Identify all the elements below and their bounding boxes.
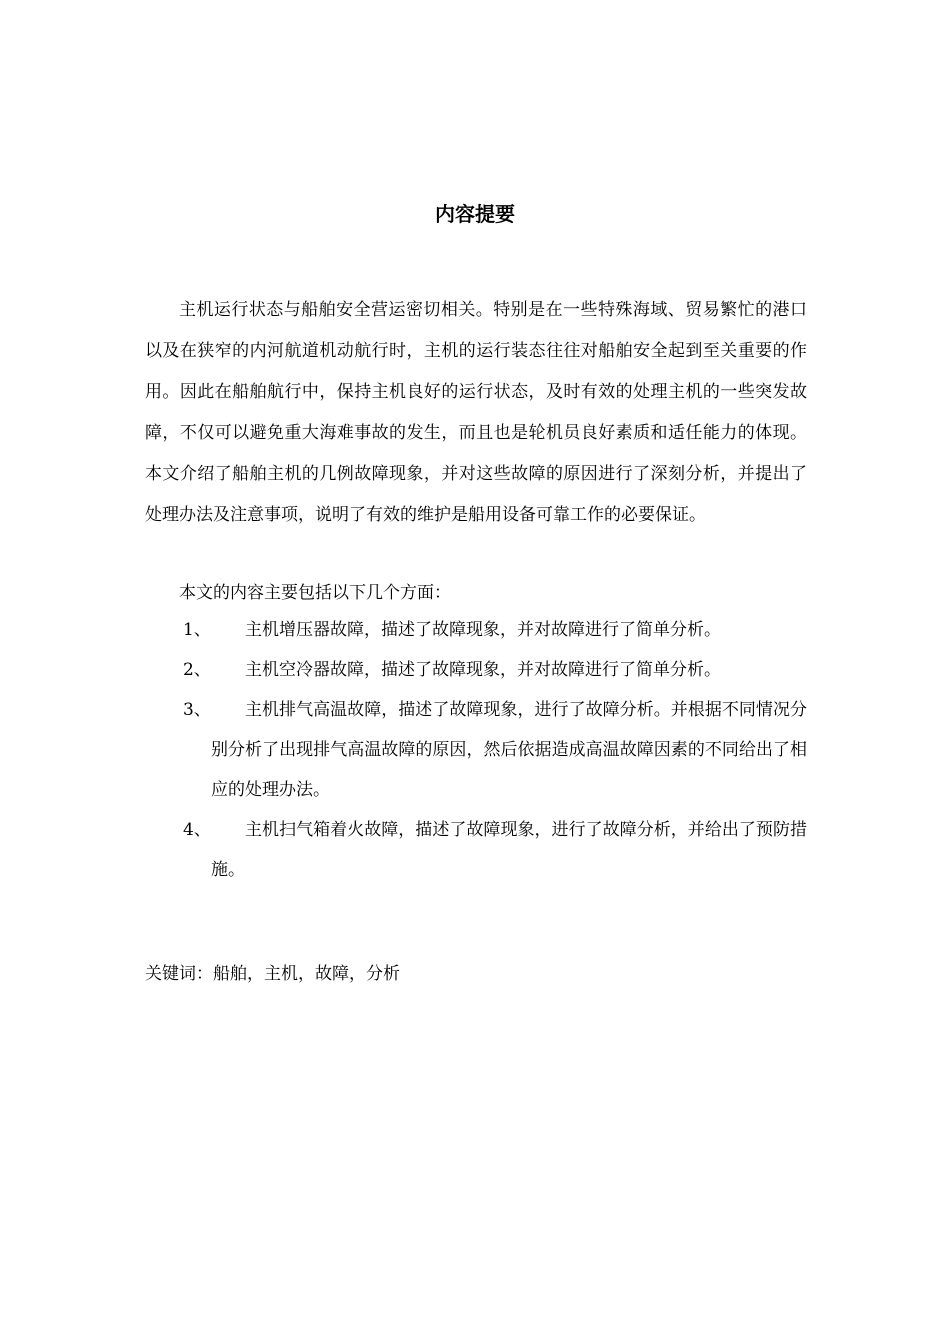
list-item-text: 主机排气高温故障，描述了故障现象，进行了故障分析。并根据不同情况分别分析了出现排气高温故障的原因，然后依据造成高温故障因素的不同给出了相应的处理办法。 [211,700,807,800]
page-title: 内容提要 [435,202,515,226]
list-item-number: 1、 [183,620,211,640]
content-list [183,610,807,890]
list-item-text: 主机增压器故障，描述了故障现象，并对故障进行了简单分析。 [245,620,721,640]
intro-paragraph: 本文的内容主要包括以下几个方面： [179,583,451,603]
list-item-number: 4、 [183,820,211,840]
list-item-number: 3、 [183,700,211,720]
keywords-line: 关键词：船舶，主机，故障，分析 [145,964,400,984]
list-item [183,810,807,890]
list-item [183,650,807,690]
list-item-text: 主机扫气箱着火故障，描述了故障现象，进行了故障分析，并给出了预防措施。 [211,820,807,880]
list-item [183,690,807,810]
list-item-text: 主机空冷器故障，描述了故障现象，并对故障进行了简单分析。 [245,660,721,680]
list-item [183,610,807,650]
list-item-number: 2、 [183,660,211,680]
abstract-paragraph: 主机运行状态与船舶安全营运密切相关。特别是在一些特殊海域、贸易繁忙的港口以及在狭窄的内河航道机动航行时，主机的运行装态往往对船舶安全起到至关重要的作用。因此在船舶航行中，保持主机良好的运行状态，及时有效的处理主机的一些突发故障，不仅可以避免重大海难事故的发生，而且也是轮机员良好素质和适任能力的体现。本文介绍了船舶主机的几例故障现象，并对这些故障的原因进行了深刻分析，并提出了处理办法及注意事项，说明了有效的维护是船用设备可靠工作的必要保证。 [145,300,807,525]
